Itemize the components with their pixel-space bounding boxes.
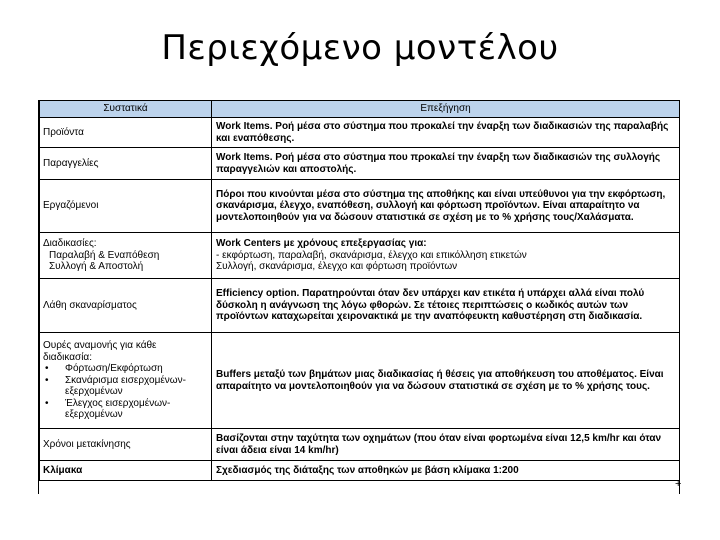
- row-label-processes: [40, 233, 212, 279]
- table-row: [40, 233, 680, 279]
- table-row: [40, 148, 680, 180]
- processes-explanation-line-2: Συλλογή, σκανάρισμα, έλεγχο και φόρτωση προϊόντων: [216, 261, 458, 273]
- row-explanation-orders: Work Items. Ροή μέσα στο σύστημα που προκαλεί την έναρξη των διαδικασιών της συλλογής παραγγελιών και αποστολής.: [212, 148, 680, 180]
- list-item: • Φόρτωση/Εκφόρτωση: [43, 363, 207, 375]
- processes-explanation-line-1: - εκφόρτωση, παραλαβή, σκανάρισμα, έλεγχο και επικόλληση ετικετών: [216, 249, 527, 261]
- row-explanation-employees: Πόροι που κινούνται μέσα στο σύστημα της αποθήκης και είναι υπεύθυνοι για την εκφόρτωση, σκανάρισμα, έλεγχο, εναπόθεση, συλλογή και φόρτωση προϊόντων. Είναι απαραίτητο να μοντελοποιηθούν για να δώσουν στατιστικά σε σχέση με το % χρήσης τους/Χαλάσματα.: [212, 180, 680, 233]
- slide-title: Περιεχόμενο μοντέλου: [161, 28, 559, 68]
- table-row: [40, 180, 680, 233]
- edge-mark: +: [675, 478, 682, 490]
- table-header-row: [40, 101, 680, 118]
- process-picking: Συλλογή & Αποστολή: [49, 261, 144, 273]
- row-label-travel-times: Χρόνοι μετακίνησης: [40, 429, 212, 461]
- row-explanation-travel-times: Βασίζονται στην ταχύτητα των οχημάτων (που όταν είναι φορτωμένα είναι 12,5 km/hr και όταν είναι άδεια είναι 14 km/hr): [212, 429, 680, 461]
- model-content-table-container: [38, 100, 680, 494]
- row-label-employees: Εργαζόμενοι: [40, 180, 212, 233]
- row-label-queues: [40, 333, 212, 429]
- table-row: [40, 279, 680, 333]
- header-components: Συστατικά: [40, 101, 212, 118]
- queues-bullet-list: [43, 363, 207, 421]
- table-row: [40, 118, 680, 148]
- row-explanation-queues: Buffers μεταξύ των βημάτων μιας διαδικασίας ή θέσεις για αποθήκευση του αποθέματος. Είναι απαραίτητο να μοντελοποιηθούν για να δώσουν στατιστικά σε σχέση με το % χρήσης τους.: [212, 333, 680, 429]
- row-label-products: Προϊόντα: [40, 118, 212, 148]
- processes-explanation-heading: Work Centers με χρόνους επεξεργασίας για:: [216, 238, 427, 250]
- row-label-orders: Παραγγελίες: [40, 148, 212, 180]
- table-row: [40, 461, 680, 481]
- header-explanation: Επεξήγηση: [212, 101, 680, 118]
- row-label-scale: Κλίμακα: [40, 461, 212, 481]
- row-explanation-processes: [212, 233, 680, 279]
- table-row: [40, 429, 680, 461]
- processes-heading: Διαδικασίες:: [43, 238, 97, 250]
- table-row: [40, 333, 680, 429]
- row-explanation-scale: Σχεδιασμός της διάταξης των αποθηκών με βάση κλίμακα 1:200: [212, 461, 680, 481]
- model-content-table: [39, 100, 680, 481]
- row-label-scan-errors: Λάθη σκαναρίσματος: [40, 279, 212, 333]
- queues-heading: Ουρές αναμονής για κάθε διαδικασία:: [43, 340, 157, 363]
- list-item: • Έλεγχος εισερχομένων-εξερχομένων: [43, 398, 207, 421]
- row-explanation-scan-errors: Efficiency option. Παρατηρούνται όταν δεν υπάρχει καν ετικέτα ή υπάρχει αλλά είναι πολύ δύσκολη η ανάγνωση της λόγω φθορών. Σε τέτοιες περιπτώσεις ο κωδικός αυτών των προϊόντων καταχωρείται χειρονακτικά με την αναπόφευκτη καθυστέρηση στη διαδικασία.: [212, 279, 680, 333]
- list-item: • Σκανάρισμα εισερχομένων-εξερχομένων: [43, 375, 207, 398]
- row-explanation-products: Work Items. Ροή μέσα στο σύστημα που προκαλεί την έναρξη των διαδικασιών της παραλαβής και εναπόθεσης.: [212, 118, 680, 148]
- process-receiving: Παραλαβή & Εναπόθεση: [49, 249, 160, 261]
